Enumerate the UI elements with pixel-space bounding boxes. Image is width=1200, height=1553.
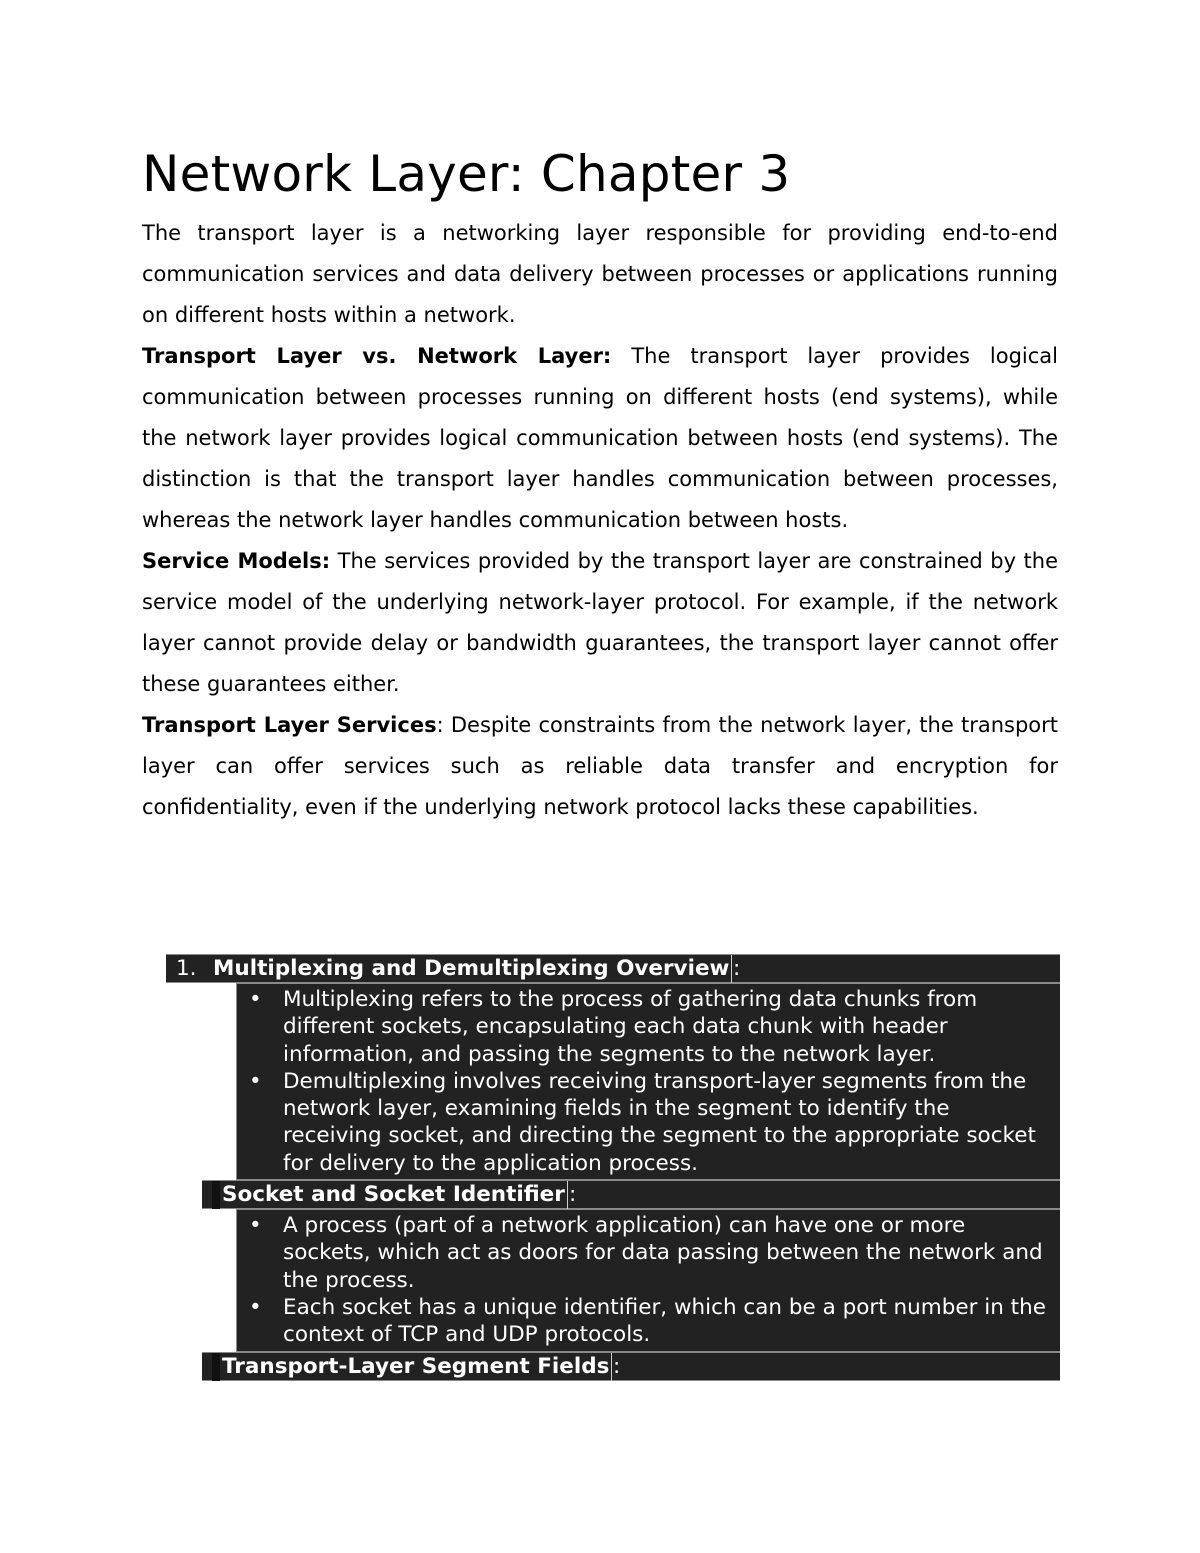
section-text: The services provided by the transport layer are constrained by the service model of the underlying network-layer protocol. For example, if the network layer cannot provide delay or bandwidth guarantees, the transport layer cannot offer these guarantees either. [142, 549, 1058, 696]
list-item [237, 1212, 1054, 1294]
bullet-text: Each socket has a unique identifier, which can be a port number in the context of TCP and UDP protocols. [283, 1294, 1046, 1348]
bullet-icon: • [249, 987, 262, 1012]
bullet-list [236, 983, 1060, 1180]
list-heading-suffix: : [569, 1182, 577, 1208]
list-heading-text: Transport-Layer Segment Fields [222, 1353, 610, 1379]
list-item [237, 1294, 1054, 1349]
list-number: 1. [176, 956, 197, 981]
section-heading: Transport Layer Services [142, 713, 437, 737]
list-item [237, 986, 1054, 1068]
list-heading-text: Multiplexing and Demultiplexing Overview [213, 956, 730, 981]
section-service-models [142, 541, 1058, 705]
list-item-heading [202, 1180, 1060, 1209]
section-heading: Service Models: [142, 549, 331, 573]
list-heading-label [213, 955, 732, 983]
bullet-text: A process (part of a network application) can have one or more sockets, which act as doors for data passing between the network and the process. [283, 1213, 1043, 1293]
list-heading-suffix: : [733, 956, 741, 981]
bullet-icon: • [249, 1294, 262, 1320]
bullet-text: Multiplexing refers to the process of gathering data chunks from different sockets, encapsulating each data chunk with header information, and passing the segments to the network layer. [283, 987, 978, 1067]
bullet-icon: • [249, 1213, 262, 1239]
list-item [237, 1068, 1054, 1177]
document-page [142, 135, 1058, 828]
list-heading-suffix: : [613, 1353, 621, 1379]
section-text: The transport layer provides logical communication between processes running on different hosts (end systems), while the network layer provides logical communication between hosts (end systems). The distinction is that the transport layer handles communication between processes, whereas the network layer handles communication between hosts. [142, 344, 1058, 532]
list-heading-label [212, 1181, 568, 1209]
list-heading-text: Socket and Socket Identifier [222, 1182, 565, 1208]
intro-paragraph: The transport layer is a networking layer responsible for providing end-to-end communication services and data delivery between processes or applications running on different hosts within a network. [142, 221, 1058, 327]
list-item-heading [202, 1352, 1060, 1381]
section-transport-services [142, 705, 1058, 828]
highlighted-list [166, 954, 1060, 1381]
document-title: Network Layer: Chapter 3 [142, 145, 791, 203]
bullet-list [236, 1209, 1060, 1351]
list-item-heading [166, 954, 1060, 983]
section-text: : Despite constraints from the network layer, the transport layer can offer services such as reliable data transfer and encryption for confidentiality, even if the underlying network protocol lacks these capabilities. [142, 713, 1059, 819]
list-heading-label [212, 1353, 612, 1381]
section-heading: Transport Layer vs. Network Layer: [142, 344, 612, 368]
bullet-icon: • [249, 1068, 262, 1094]
bullet-text: Demultiplexing involves receiving transport-layer segments from the network layer, examining fields in the segment to identify the receiving socket, and directing the segment to the appropriate socket for delivery to the application process. [283, 1068, 1036, 1176]
section-transport-vs-network [142, 336, 1058, 541]
